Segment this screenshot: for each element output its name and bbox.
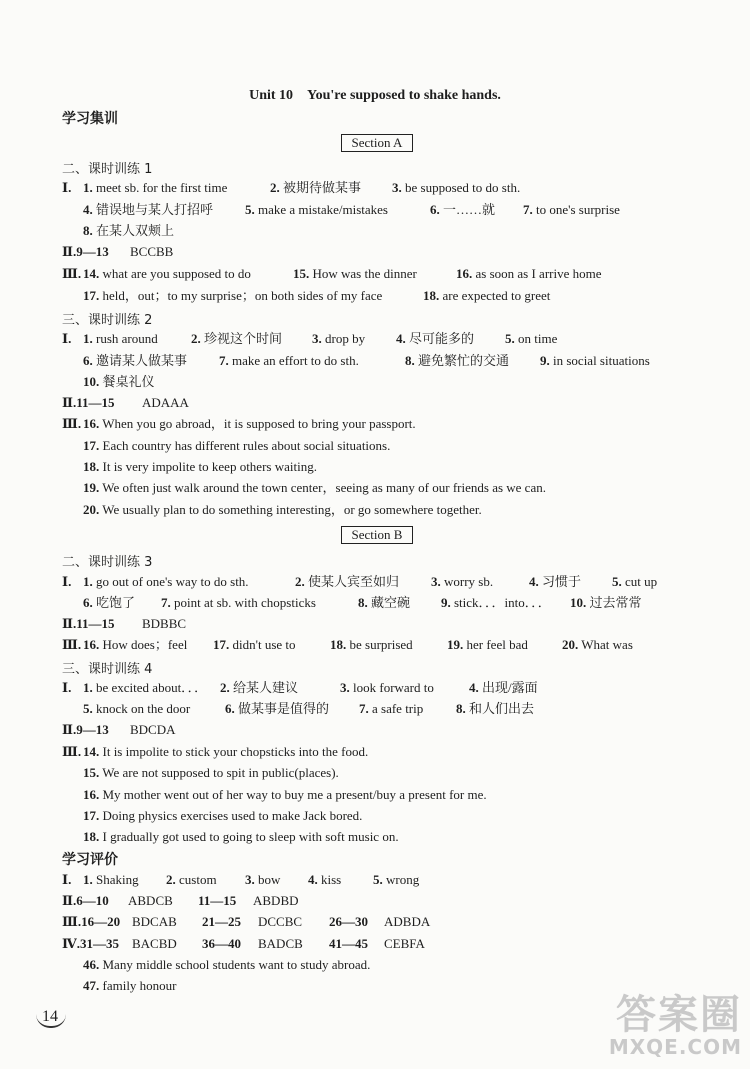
answer-text: kiss — [321, 872, 342, 887]
answer-text: look forward to — [353, 680, 434, 695]
answer-text: 过去常常 — [589, 595, 642, 610]
answer-text: a safe trip — [372, 701, 424, 716]
lesson-3-heading: 二、课时训练 3 — [62, 555, 153, 570]
answer-text: 错误地与某人打招呼 — [96, 202, 214, 217]
answer-text: 餐桌礼仪 — [102, 374, 155, 389]
answer-text: 避免繁忙的交通 — [418, 353, 510, 368]
evaluation-heading: 学习评价 — [62, 852, 118, 868]
answer-text: 一……就 — [443, 202, 496, 217]
answer-text: 吃饱了 — [96, 595, 136, 610]
answer-text: BDBBC — [142, 616, 187, 631]
answer-text: My mother went out of her way to buy me a present/buy a present for me. — [102, 787, 487, 802]
answer-text: meet sb. for the first time — [96, 180, 228, 195]
answer-text: It is very impolite to keep others waiting. — [102, 459, 317, 474]
answer-text: We are not supposed to spit in public(places). — [102, 765, 339, 780]
answer-text: BDCDA — [130, 722, 176, 737]
answer-text: what are you supposed to do — [102, 266, 251, 281]
watermark-line-2: MXQE.COM — [608, 1035, 742, 1059]
answer-text: rush around — [96, 331, 158, 346]
answer-text: 使某人宾至如归 — [308, 574, 400, 589]
answer-text: be supposed to do sth. — [405, 180, 521, 195]
section-a-label: Section A — [341, 134, 413, 152]
answer-text: to one's surprise — [536, 202, 620, 217]
answer-text: bow — [258, 872, 281, 887]
answer-text: BCCBB — [130, 244, 174, 259]
answer-text: on time — [518, 331, 558, 346]
answer-text: wrong — [386, 872, 420, 887]
answer-text: How was the dinner — [312, 266, 417, 281]
answer-text: her feel bad — [466, 637, 528, 652]
page-number: 14 — [36, 1008, 66, 1028]
answer-text: be excited about．．． — [96, 680, 208, 695]
answer-text: point at sb. with chopsticks — [174, 595, 316, 610]
answer-text: How does；feel — [102, 637, 188, 652]
answer-text: drop by — [325, 331, 366, 346]
answer-text: We usually plan to do something interesting，or go somewhere together. — [102, 502, 482, 517]
lesson-4-heading: 三、课时训练 4 — [62, 662, 153, 677]
study-heading: 学习集训 — [62, 111, 118, 127]
roman-numeral: Ⅰ. — [62, 180, 72, 195]
answer-text: are expected to greet — [442, 288, 551, 303]
answer-text: 做某事是值得的 — [238, 701, 330, 716]
answer-text: 给某人建议 — [233, 680, 299, 695]
answer-text: custom — [179, 872, 217, 887]
answer-text: 在某人双颊上 — [96, 223, 175, 238]
answer-text: knock on the door — [96, 701, 191, 716]
answer-text: 珍视这个时间 — [204, 331, 283, 346]
answer-text: in social situations — [553, 353, 650, 368]
unit-number: Unit 10 — [249, 88, 294, 103]
answer-text: didn't use to — [232, 637, 296, 652]
answer-text: family honour — [102, 978, 177, 993]
answer-text: make a mistake/mistakes — [258, 202, 388, 217]
answer-text: ABDBD — [253, 893, 299, 908]
answer-text: as soon as I arrive home — [475, 266, 602, 281]
answer-text: 邀请某人做某事 — [96, 353, 188, 368]
answer-text: ABDCB — [128, 893, 173, 908]
answer-text: Many middle school students want to study abroad. — [102, 957, 371, 972]
answer-text: worry sb. — [444, 574, 494, 589]
lesson-1-heading: 二、课时训练 1 — [62, 162, 153, 177]
answer-text: DCCBC — [258, 914, 303, 929]
answer-text: It is impolite to stick your chopsticks into the food. — [102, 744, 369, 759]
document-page: Unit 10 You're supposed to shake hands. 学习集训 Section A 二、课时训练 1 Ⅰ. 1. meet sb. for the first time 2. 被期待做某事 3. be supposed to do sth. 4. 错误地与某人打招呼 5. make a mistake/mistakes 6. 一……就 7. to one's surprise 8. 在某人双颊上 Ⅱ.9—13 BCCBB Ⅲ. 14. what are you supposed to do 15. How was the dinner 16. as soon as I arrive home 17. held，out；to my surprise；on both sides of my face 18. are expected to greet 三、课时训练 2 Ⅰ. 1. rush around 2. 珍视这个时间 3. drop by 4. 尽可能多的 5. on time 6. 邀请某人做某事 7. make an effort to do sth. 8. 避免繁忙的交通 9. in social situations 10. 餐桌礼仪 Ⅱ.11—15 ADAAA Ⅲ. 16. When you go abroad，it is supposed to bring your passport. 17. Each country has different rules about social situations. 18. It is very impolite to keep others waiting. 19. We often just walk around the town center，seeing as many of our friends as we can. 20. We usually plan to do something interesting，or go somewhere together. Section B 二、课时训练 3 Ⅰ. 1. go out of one's way to do sth. 2. 使某人宾至如归 3. worry sb. 4. 习惯于 5. cut up 6. 吃饱了 7. point at sb. with chopsticks 8. 藏空碗 9. stick．．．into．．． 10. 过去常常 Ⅱ.11—15 BDBBC Ⅲ. 16. How does；feel 17. didn't use to 18. be surprised 19. her feel bad 20. What was 三、课时训练 4 Ⅰ. 1. be excited about．．． 2. 给某人建议 3. look forward to 4. 出现/露面 5. knock on the door 6. 做某事是值得的 7. a safe trip 8. 和人们出去 Ⅱ.9—13 BDCDA Ⅲ. 14. It is impolite to stick your chopsticks into the food. 15. We are not supposed to spit in public(places). 16. My mother went out of her way to buy me a present/buy a present for me. 17. Doing physics exercises used to make Jack bored. 18. I gradually got used to going to sleep with soft music on. 学习评价 Ⅰ. 1. Shaking 2. custom 3. bow 4. kiss 5. wrong Ⅱ.6—10 ABDCB 11—15 ABDBD Ⅲ.16—20 BDCAB 21—25 DCCBC 26—30 ADBDA Ⅳ.31—35 BACBD 36—40 BADCB 41—45 CEBFA 46. Many middle school students want to study abroad. 47. family honour 14 答案圈 MXQE.COM — [0, 0, 750, 1069]
answer-text: 尽可能多的 — [409, 331, 475, 346]
answer-text: CEBFA — [384, 936, 425, 951]
item-number: 2. — [270, 180, 280, 195]
answer-text: We often just walk around the town center，seeing as many of our friends as we can. — [102, 480, 546, 495]
item-number: 1. — [83, 180, 93, 195]
unit-title — [0, 88, 750, 104]
answer-text: Shaking — [96, 872, 139, 887]
answer-text: cut up — [625, 574, 658, 589]
answer-text: 藏空碗 — [371, 595, 411, 610]
answer-text: ADBDA — [384, 914, 431, 929]
answer-text: stick．．．into．．． — [454, 595, 551, 610]
answer-text: BACBD — [132, 936, 177, 951]
answer-text: 被期待做某事 — [283, 180, 362, 195]
answer-text: BDCAB — [132, 914, 177, 929]
answer-text: 出现/露面 — [482, 680, 538, 695]
answer-text: be surprised — [349, 637, 413, 652]
watermark-line-1: 答案圈 — [616, 992, 742, 1038]
answer-text: When you go abroad，it is supposed to bring your passport. — [102, 416, 416, 431]
answer-text: go out of one's way to do sth. — [96, 574, 249, 589]
answer-text: Doing physics exercises used to make Jack bored. — [102, 808, 363, 823]
answer-text: I gradually got used to going to sleep with soft music on. — [102, 829, 399, 844]
item-number: 3. — [392, 180, 402, 195]
lesson-2-heading: 三、课时训练 2 — [62, 313, 153, 328]
answer-text: held，out；to my surprise；on both sides of my face — [102, 288, 383, 303]
answer-text: make an effort to do sth. — [232, 353, 359, 368]
answer-text: 习惯于 — [542, 574, 582, 589]
answer-text: BADCB — [258, 936, 303, 951]
unit-title-text: You're supposed to shake hands. — [307, 88, 501, 103]
answer-text: 和人们出去 — [469, 701, 535, 716]
watermark-logo — [592, 992, 742, 1061]
answer-text: What was — [581, 637, 633, 652]
answer-text: Each country has different rules about social situations. — [102, 438, 391, 453]
section-b-label: Section B — [341, 526, 413, 544]
answer-text: ADAAA — [142, 395, 189, 410]
